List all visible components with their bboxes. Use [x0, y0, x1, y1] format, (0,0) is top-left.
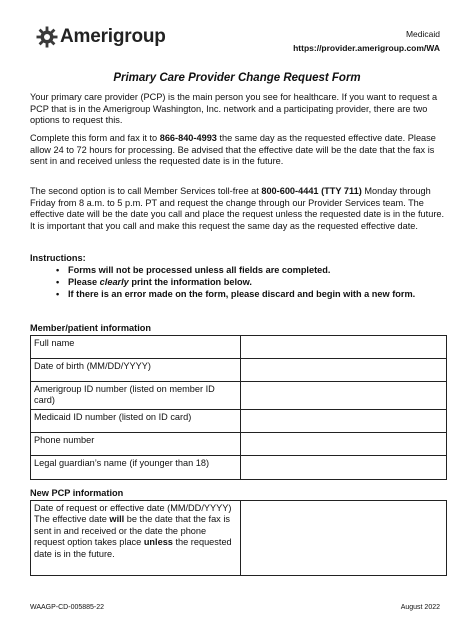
medicaid-id-field[interactable] [241, 409, 447, 432]
fax-paragraph [30, 133, 448, 168]
phone-number: 800-600-4441 (TTY 711) [261, 186, 362, 196]
amerigroup-id-field[interactable] [241, 382, 447, 410]
pcp-info-table [30, 500, 447, 576]
table-row [31, 359, 447, 382]
member-section-label: Member/patient information [30, 323, 151, 333]
field-label: Medicaid ID number (listed on ID card) [31, 409, 241, 432]
fax-text-end: the same day as the requested effective date. Please allow 24 to 72 hours for processing. Be advised that the effective date will be the date that the fax is sent in and received unless the requested date is in the future. [30, 133, 436, 167]
member-info-table [30, 335, 447, 480]
phone-paragraph [30, 186, 448, 232]
instruction-item: • Forms will not be processed unless all fields are completed. [68, 264, 450, 276]
legal-guardian-field[interactable] [241, 455, 447, 479]
instruction-text: print the information below. [128, 277, 252, 287]
table-row [31, 382, 447, 410]
table-row [31, 455, 447, 479]
table-row [31, 336, 447, 359]
field-label: Date of birth (MM/DD/YYYY) [31, 359, 241, 382]
fax-text-start: Complete this form and fax it to [30, 133, 160, 143]
field-label: Amerigroup ID number (listed on member ID card) [31, 382, 241, 410]
instruction-emphasis: clearly [99, 277, 129, 287]
field-label: Full name [31, 336, 241, 359]
date-of-birth-field[interactable] [241, 359, 447, 382]
effective-date-field[interactable] [241, 501, 447, 576]
field-label: Legal guardian’s name (if younger than 18) [31, 455, 241, 479]
instructions [30, 252, 450, 300]
instruction-text: Please [68, 277, 100, 287]
gear-logo-icon [36, 26, 58, 48]
instruction-item: • If there is an error made on the form, please discard and begin with a new form. [68, 288, 450, 300]
intro-paragraph: Your primary care provider (PCP) is the main person you see for healthcare. If you want to request a PCP that is in the Amerigroup Washington, Inc. network and a participating provider, there are two options to request this. [30, 92, 438, 126]
fax-number: 866-840-4993 [159, 133, 217, 143]
effective-date-note: The effective date will be the date that the fax is sent in and received or the date the phone request option takes place unless the requested date is in the future. [34, 514, 232, 559]
table-row [31, 501, 447, 576]
form-code: WAAGP-CD-005885-22 [30, 604, 105, 611]
header-info [293, 27, 440, 55]
pcp-section-label: New PCP information [30, 488, 124, 498]
form-date: August 2022 [400, 604, 440, 611]
phone-number-field[interactable] [241, 432, 447, 455]
instruction-item [68, 276, 450, 288]
header-program: Medicaid [405, 29, 440, 39]
phone-text-start: The second option is to call Member Services toll-free at [30, 186, 262, 196]
phone-text-end: Monday through Friday from 8 a.m. to 5 p.m. PT and request the change through our Provider Services team. The effective date will be the date you call and place the request unless the requested date is in the future. It is important that you call and make this request the same day as the requested effective date. [30, 186, 445, 231]
effective-date-label: Date of request or effective date (MM/DD/YYYY) [34, 503, 232, 513]
instructions-list [68, 264, 450, 300]
header-url[interactable]: https://provider.amerigroup.com/WA [293, 43, 440, 53]
field-label [31, 501, 241, 576]
instructions-title: Instructions: [30, 253, 86, 263]
full-name-field[interactable] [241, 336, 447, 359]
table-row [31, 409, 447, 432]
field-label: Phone number [31, 432, 241, 455]
table-row [31, 432, 447, 455]
brand-logo [36, 26, 166, 48]
page-header [36, 24, 440, 58]
brand-name: Amerigroup [60, 26, 166, 47]
page-title: Primary Care Provider Change Request Form [113, 72, 361, 84]
